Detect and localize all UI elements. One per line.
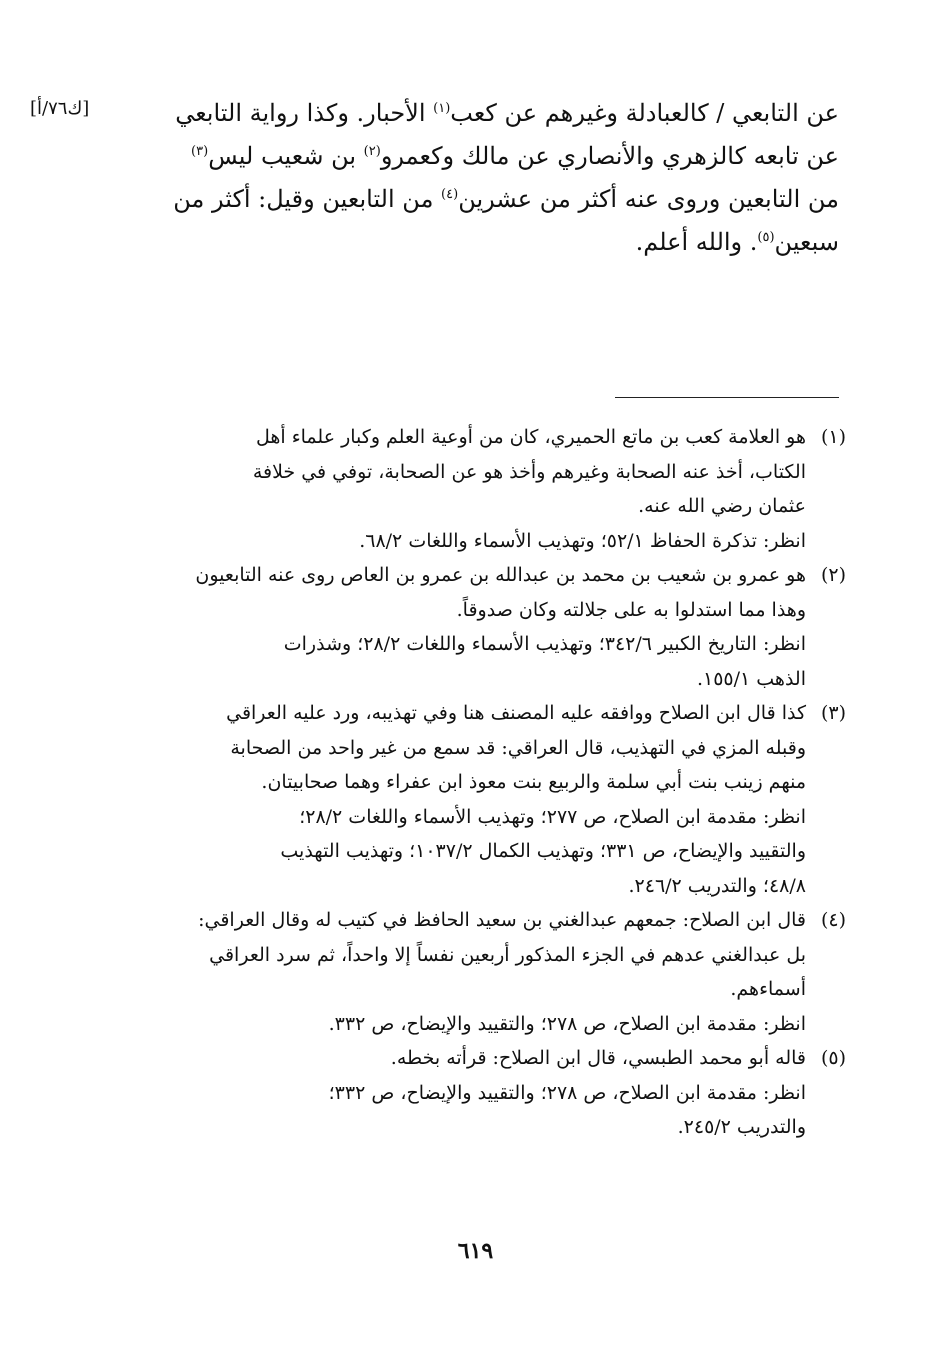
manuscript-folio-reference: [ك٧٦/أ] xyxy=(30,98,90,119)
main-text-line-2 xyxy=(139,135,839,178)
footnote-line: عثمان رضي الله عنه. xyxy=(638,495,806,517)
footnote-3 xyxy=(146,696,846,903)
footnote-body xyxy=(146,903,806,1041)
footnote-4 xyxy=(146,903,846,1041)
footnote-number: (٥) xyxy=(820,1047,846,1069)
footnote-marker-2: (٢) xyxy=(363,144,381,159)
main-line-4-text-a: سبعين xyxy=(774,228,839,256)
footnote-number: (٤) xyxy=(820,909,846,931)
footnotes-section xyxy=(146,420,846,1145)
main-text-line-4 xyxy=(139,221,839,264)
footnote-reference-line: انظر: مقدمة ابن الصلاح، ص ٢٧٧؛ وتهذيب الأسماء واللغات ٢٨/٢؛ xyxy=(299,805,806,828)
main-line-2-text-a: عن تابعه كالزهري والأنصاري عن مالك وكعمرو xyxy=(380,142,839,170)
footnote-number: (٣) xyxy=(820,702,846,724)
footnote-number: (١) xyxy=(820,426,846,448)
footnote-marker-1: (١) xyxy=(433,101,451,116)
footnote-body xyxy=(146,1041,806,1145)
footnote-line: وهذا مما استدلوا به على جلالته وكان صدوقاً. xyxy=(456,598,806,621)
footnote-5 xyxy=(146,1041,846,1145)
footnote-line: وقبله المزي في التهذيب، قال العراقي: قد سمع من غير واحد من الصحابة xyxy=(230,736,806,759)
footnote-marker-4: (٤) xyxy=(441,187,459,202)
footnote-reference-line: انظر: مقدمة ابن الصلاح، ص ٢٧٨؛ والتقييد والإيضاح، ص ٣٣٢؛ xyxy=(328,1081,806,1104)
main-line-2-text-b: بن شعيب ليس xyxy=(208,142,364,170)
main-line-1-text-b: الأحبار. وكذا رواية التابعي xyxy=(175,99,434,127)
footnote-marker-3: (٣) xyxy=(191,144,209,159)
footnote-line: هو العلامة كعب بن ماتع الحميري، كان من أوعية العلم وكبار علماء أهل xyxy=(255,426,806,448)
main-line-3-text-a: من التابعين وروى عنه أكثر من عشرين xyxy=(458,185,839,213)
footnote-number: (٢) xyxy=(820,564,846,586)
main-line-3-text-b: من التابعين وقيل: أكثر من xyxy=(173,185,442,213)
footnote-line: قال ابن الصلاح: جمعهم عبدالغني بن سعيد الحافظ في كتيب له وقال العراقي: xyxy=(198,909,806,931)
footnote-body xyxy=(146,558,806,696)
footnote-line: منهم زينب بنت أبي سلمة والربيع بنت معوذ ابن عفراء وهما صحابيتان. xyxy=(261,771,806,793)
footnote-reference-line: والتقييد والإيضاح، ص ٣٣١؛ وتهذيب الكمال ١٠٣٧/٢؛ وتهذيب التهذيب xyxy=(280,840,806,862)
footnote-reference-line: انظر: التاريخ الكبير ٣٤٢/٦؛ وتهذيب الأسماء واللغات ٢٨/٢؛ وشذرات xyxy=(283,633,806,655)
footnote-reference-line: ٤٨/٨؛ والتدريب ٢٤٦/٢. xyxy=(628,874,806,897)
footnote-reference-line: انظر: تذكرة الحفاظ ٥٢/١؛ وتهذيب الأسماء واللغات ٦٨/٢. xyxy=(359,529,806,552)
footnote-body xyxy=(146,696,806,903)
page-number: ٦١٩ xyxy=(457,1238,494,1264)
footnote-line: الكتاب، أخذ عنه الصحابة وغيرهم وأخذ هو عن الصحابة، توفي في خلافة xyxy=(252,460,806,483)
main-text xyxy=(139,92,839,264)
footnote-line: هو عمرو بن شعيب بن محمد بن عبدالله بن عمرو بن العاص روى عنه التابعيون xyxy=(195,564,806,586)
main-text-line-1 xyxy=(139,92,839,135)
main-line-4-text-b: . والله أعلم. xyxy=(635,228,758,256)
footnote-line: أسماءهم. xyxy=(730,978,806,1000)
main-line-1-text-a: عن التابعي / كالعبادلة وغيرهم عن كعب xyxy=(450,99,839,127)
footnote-line: كذا قال ابن الصلاح ووافقه عليه المصنف هنا وفي تهذيبه، ورد عليه العراقي xyxy=(226,702,806,724)
footnote-marker-5: (٥) xyxy=(757,230,775,245)
footnote-reference-line: والتدريب ٢٤٥/٢. xyxy=(677,1116,806,1138)
footnote-divider xyxy=(615,397,839,398)
footnote-line: قاله أبو محمد الطبسي، قال ابن الصلاح: قرأته بخطه. xyxy=(390,1047,806,1069)
footnote-body xyxy=(146,420,806,558)
footnote-reference-line: انظر: مقدمة ابن الصلاح، ص ٢٧٨؛ والتقييد والإيضاح، ص ٣٣٢. xyxy=(328,1012,806,1035)
footnote-line: بل عبدالغني عدهم في الجزء المذكور أربعين نفساً إلا واحداً، ثم سرد العراقي xyxy=(209,943,806,966)
main-text-line-3 xyxy=(139,178,839,221)
footnote-reference-line: الذهب ١٥٥/١. xyxy=(696,667,806,690)
footnote-1 xyxy=(146,420,846,558)
footnote-2 xyxy=(146,558,846,696)
